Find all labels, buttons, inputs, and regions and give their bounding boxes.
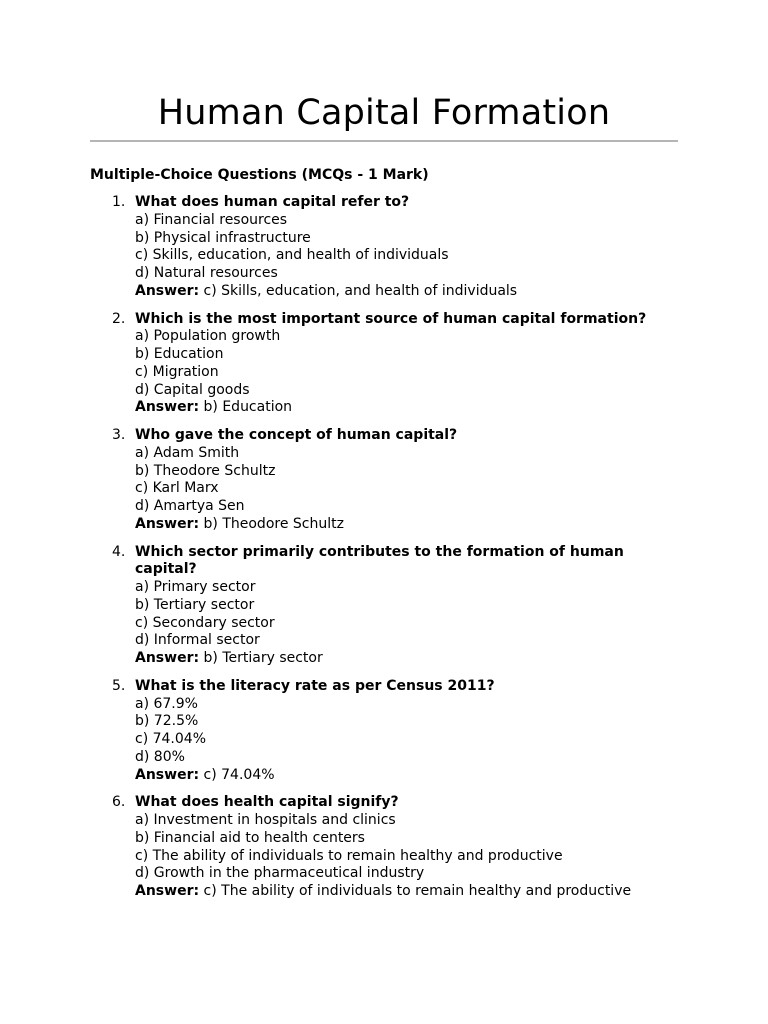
question-number: 5. [112,677,126,694]
answer-value: b) Tertiary sector [203,650,323,666]
option-c: c) Migration [135,363,219,380]
option-b: b) Tertiary sector [135,596,255,613]
question-item-6 [90,794,678,901]
answer-label: Answer: [135,883,200,899]
option-a: a) 67.9% [135,695,198,712]
answer-value: b) Education [203,399,293,416]
answer-value: c) The ability of individuals to remain healthy and productive [203,883,632,899]
option-a: a) Adam Smith [135,444,240,461]
option-c: c) Skills, education, and health of individuals [135,247,449,264]
option-c: c) Karl Marx [135,480,219,497]
question-text: What is the literacy rate as per Census 2011? [135,677,495,694]
answer-value: c) 74.04% [203,766,275,783]
option-d: d) Capital goods [135,381,250,398]
option-b: b) 72.5% [135,713,199,730]
answer-label: Answer: [135,650,200,666]
answer-value: b) Theodore Schultz [203,515,344,532]
option-d: d) 80% [135,748,185,765]
question-number: 2. [112,310,126,327]
answer-line [135,767,678,785]
option-c: c) 74.04% [135,731,206,747]
title-divider [90,140,678,142]
question-number: 3. [112,427,126,443]
option-a: a) Population growth [135,328,281,345]
option-a: a) Primary sector [135,579,256,595]
option-d: d) Natural resources [135,265,278,281]
question-text: What does human capital refer to? [135,194,410,210]
answer-line [135,650,678,668]
option-a: a) Investment in hospitals and clinics [135,812,396,828]
question-item-1 [90,194,678,301]
question-text: Who gave the concept of human capital? [135,427,458,443]
document-page [90,0,678,911]
option-d: d) Informal sector [135,632,260,649]
answer-line [135,283,678,301]
question-item-4 [90,544,678,668]
question-number: 1. [112,194,126,210]
answer-label: Answer: [135,766,200,783]
question-text: Which is the most important source of human capital formation? [135,310,647,327]
question-number: 6. [112,794,126,811]
answer-label: Answer: [135,515,200,532]
question-number: 4. [112,543,126,560]
answer-label: Answer: [135,282,200,299]
question-item-2 [90,311,678,418]
option-b: b) Physical infrastructure [135,229,311,246]
option-b: b) Theodore Schultz [135,462,276,479]
question-item-5 [90,678,678,785]
option-d: d) Amartya Sen [135,498,245,514]
answer-line [135,399,678,417]
question-list [90,194,678,901]
question-item-3 [90,427,678,534]
answer-value: c) Skills, education, and health of individuals [203,282,518,299]
answer-line [135,516,678,534]
answer-line [135,883,678,901]
answer-label: Answer: [135,399,200,416]
option-c: c) Secondary sector [135,614,275,631]
question-text: What does health capital signify? [135,794,399,811]
option-b: b) Financial aid to health centers [135,829,365,846]
option-b: b) Education [135,346,224,362]
option-d: d) Growth in the pharmaceutical industry [135,865,425,882]
question-text: Which sector primarily contributes to the formation of human capital? [135,543,624,578]
document-title: Human Capital Formation [157,93,611,133]
section-heading: Multiple-Choice Questions (MCQs - 1 Mark) [90,167,429,183]
option-a: a) Financial resources [135,211,288,228]
option-c: c) The ability of individuals to remain healthy and productive [135,847,563,864]
